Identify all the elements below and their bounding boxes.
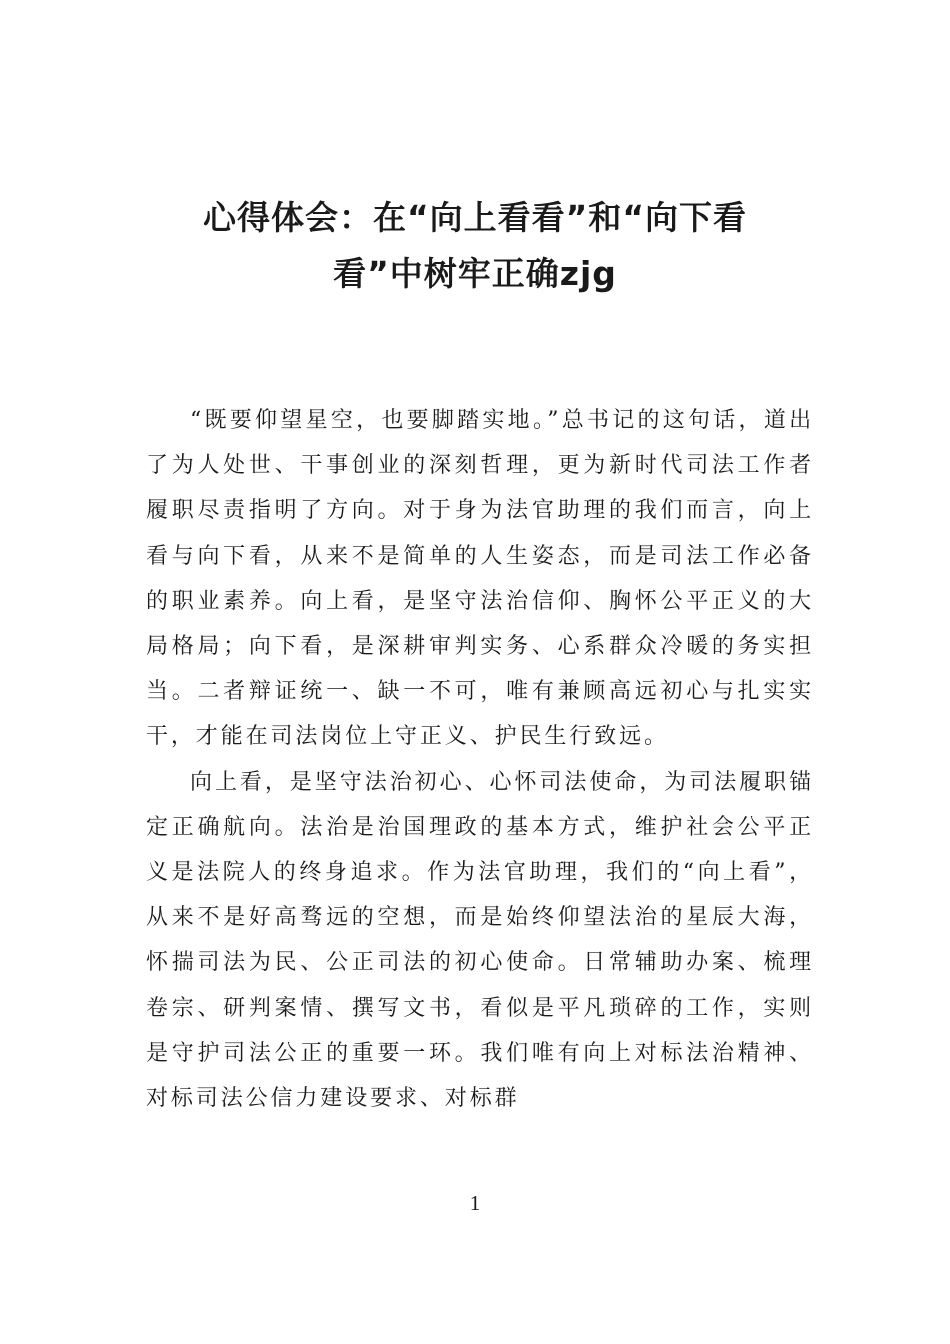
- body-paragraph-1: “既要仰望星空，也要脚踏实地。”总书记的这句话，道出了为人处世、干事创业的深刻哲理，更为新时代司法工作者履职尽责指明了方向。对于身为法官助理的我们而言，向上看与向下看，从来不是简单的人生姿态，而是司法工作必备的职业素养。向上看，是坚守法治信仰、胸怀公平正义的大局格局；向下看，是深耕审判实务、心系群众冷暖的务实担当。二者辩证统一、缺一不可，唯有兼顾高远初心与扎实实干，才能在司法岗位上守正义、护民生行致远。: [146, 408, 814, 750]
- body-paragraph-2: 向上看，是坚守法治初心、心怀司法使命，为司法履职锚定正确航向。法治是治国理政的基本方式，维护社会公平正义是法院人的终身追求。作为法官助理，我们的“向上看”，从来不是好高骛远的空想，而是始终仰望法治的星辰大海，怀揣司法为民、公正司法的初心使命。日常辅助办案、梳理卷宗、研判案情、撰写文书，看似是平凡琐碎的工作，实则是守护司法公正的重要一环。我们唯有向上对标法治精神、对标司法公信力建设要求、对标群: [146, 769, 814, 1112]
- document-body: [146, 398, 814, 1121]
- title-line-1: 心得体会：在“向上看看”和“向下看: [202, 198, 748, 237]
- page-number: 1: [469, 1191, 481, 1215]
- title-line-2: 看”中树牢正确zjg: [333, 254, 617, 293]
- document-title: [120, 190, 830, 302]
